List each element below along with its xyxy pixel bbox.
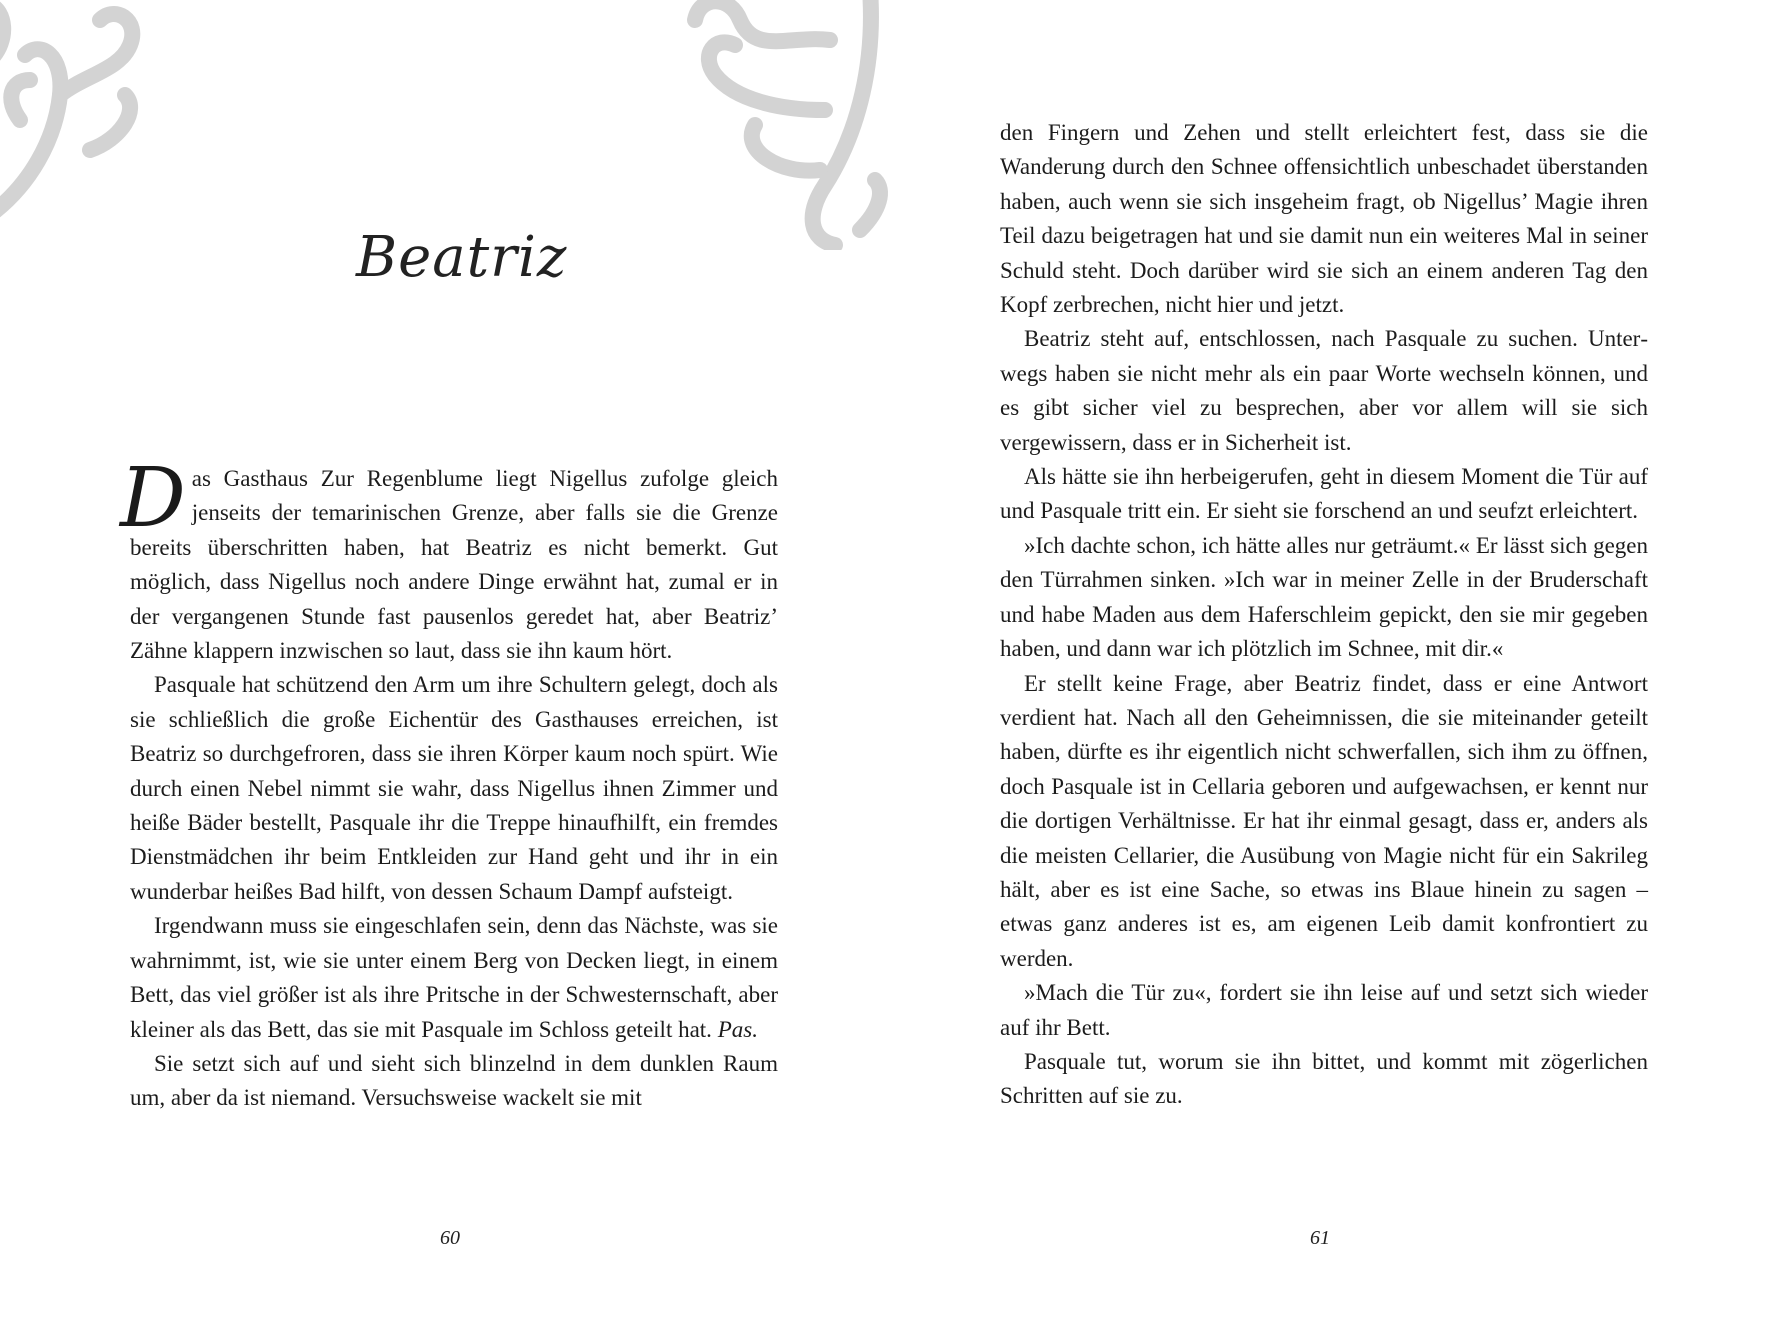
page-number: 60: [440, 1227, 460, 1249]
left-page-text: [120, 451, 778, 1116]
opening-paragraph: Das Gasthaus Zur Regenblume liegt Nigellus zufolge gleich jenseits der temarinischen Grenze, aber falls sie die Grenze bereits überschritten haben, hat Beatriz es nicht bemerkt. Gut möglich, dass Nigellus noch andere Dinge erwähnt hat, zumal er in der vergangenen Stunde fast pausenlos geredet hat, aber Beatriz’ Zähne klappern inzwischen so laut, dass sie ihn kaum hört.: [120, 451, 778, 664]
page-number: 61: [1310, 1227, 1330, 1249]
chapter-title: Beatriz: [356, 225, 568, 290]
paragraph: »Ich dachte schon, ich hätte alles nur geträumt.« Er lässt sich gegen den Türrahmen sinken. »Ich war in meiner Zelle in der Bruderschaft und habe Maden aus dem Haferschleim gepickt, den sie mir gegeben haben, und dann war ich plötzlich im Schnee, mit dir.«: [1000, 532, 1648, 662]
paragraph: Er stellt keine Frage, aber Beatriz findet, dass er eine Antwort verdient hat. Nach all den Geheimnissen, die sie miteinander geteilt haben, dürfte es ihr eigentlich nicht schwerfallen, sich ihm zu öffnen, doch Pasquale ist in Cellaria geboren und aufgewachsen, er kennt nur die dortigen Verhältnisse. Er hat ihr einmal gesagt, dass er, anders als die meisten Cellarier, die Ausübung von Magie nicht für ein Sakrileg hält, aber es ist eine Sache, so etwas ins Blaue hinein zu sagen – etwas ganz anderes ist es, am eigenen Leib damit konfrontiert zu werden.: [1000, 670, 1648, 971]
paragraph: Pasquale tut, worum sie ihn bittet, und kommt mit zögerlichen Schritten auf sie zu.: [1000, 1048, 1648, 1109]
right-page-text: [1000, 116, 1648, 1114]
drop-cap: D: [120, 451, 186, 546]
flourish-ornament-icon: [0, 0, 150, 230]
paragraph: Als hätte sie ihn herbeigerufen, geht in diesem Moment die Tür auf und Pasquale tritt ein. Er sieht sie forschend an und seufzt erleichtert.: [1000, 464, 1648, 524]
flourish-ornament-icon: [660, 0, 890, 250]
continuation-paragraph: den Fingern und Zehen und stellt erleichtert fest, dass sie die Wanderung durch den Schnee offensichtlich unbeschadet überstanden haben, auch wenn sie sich insgeheim fragt, ob Nigellus’ Magie ihren Teil dazu beigetragen hat und sie damit nun ein weiteres Mal in seiner Schuld steht. Doch darüber wird sie sich an einem anderen Tag den Kopf zerbrechen, nicht hier und jetzt.: [1000, 120, 1648, 318]
paragraph: Sie setzt sich auf und sieht sich blinzelnd in dem dunklen Raum um, aber da ist niemand. Versuchsweise wackelt sie mit: [130, 1050, 778, 1111]
paragraph: Irgendwann muss sie eingeschlafen sein, denn das Nächste, was sie wahrnimmt, ist, wie sie unter einem Berg von Decken liegt, in einem Bett, das viel größer ist als ihre Pritsche in der Schwesternschaft, aber kleiner als das Bett, das sie mit Pasquale im Schloss geteilt hat. Pas.: [130, 913, 778, 1042]
paragraph: Beatriz steht auf, entschlossen, nach Pasquale zu suchen. Unterwegs haben sie nicht mehr als ein paar Worte wechseln können, und es gibt sicher viel zu besprechen, aber vor allem will sie sich vergewissern, dass er in Sicherheit ist.: [1000, 326, 1648, 455]
paragraph: »Mach die Tür zu«, fordert sie ihn leise auf und setzt sich wieder auf ihr Bett.: [1000, 980, 1648, 1040]
italic-word: Pas.: [717, 1016, 758, 1042]
paragraph: Pasquale hat schützend den Arm um ihre Schultern gelegt, doch als sie schließlich die große Eichentür des Gasthauses erreichen, ist Beatriz so durchgefroren, dass sie ihren Körper kaum noch spürt. Wie durch einen Nebel nimmt sie wahr, dass Nigellus ihnen Zimmer und heiße Bäder bestellt, Pasquale ihr die Treppe hinaufhilft, ein fremdes Dienstmädchen ihr beim Entkleiden zur Hand geht und ihr in ein wunderbar heißes Bad hilft, von dessen Schaum Dampf aufsteigt.: [130, 672, 778, 904]
